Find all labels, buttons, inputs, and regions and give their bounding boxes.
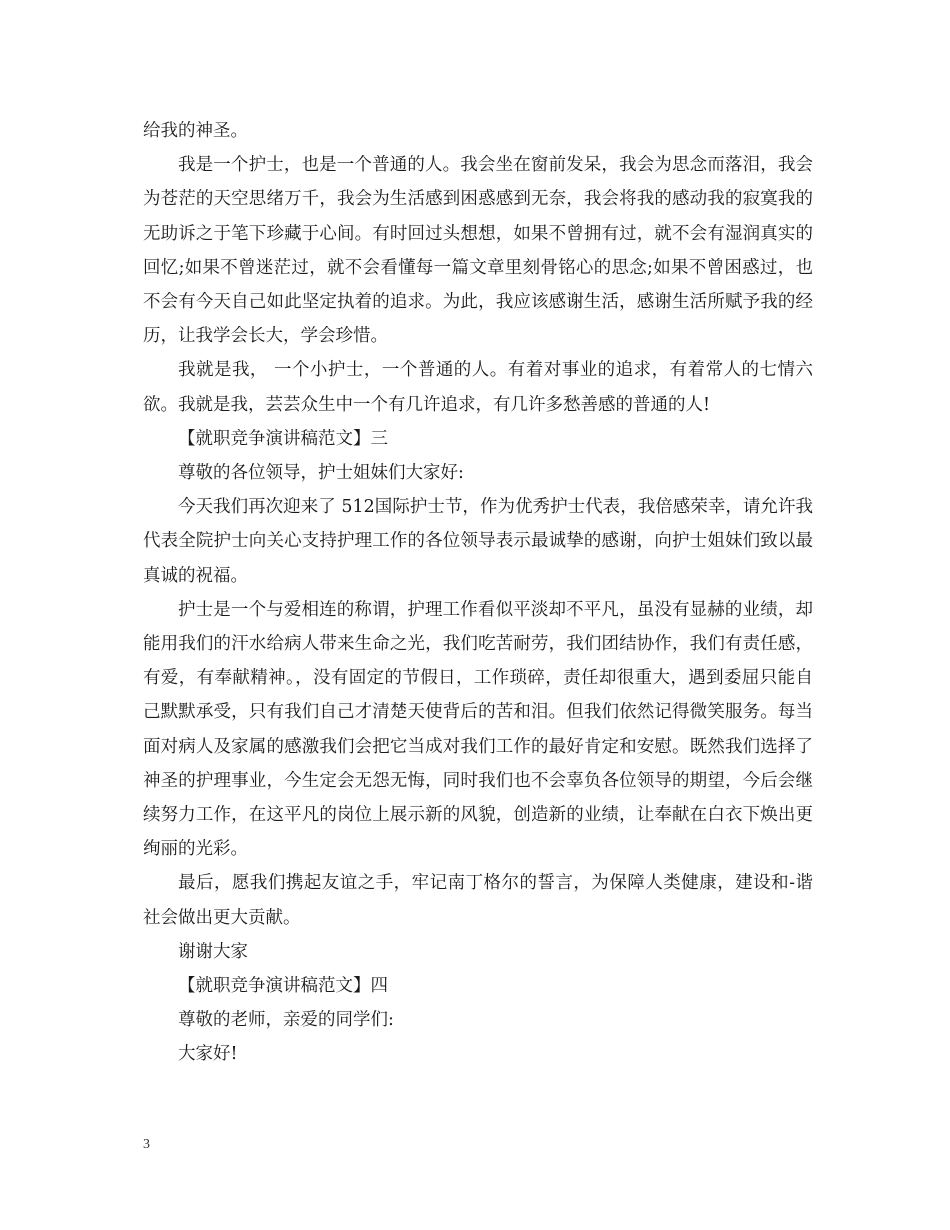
greeting: 大家好! [178,1044,238,1065]
section-heading: 【就职竞争演讲稿范文】三 [178,428,388,449]
salutation: 尊敬的老师，亲爱的同学们: [178,1010,394,1031]
salutation: 尊敬的各位领导，护士姐妹们大家好: [178,463,464,484]
paragraph: 今天我们再次迎来了 512国际护士节，作为优秀护士代表，我倍感荣幸，请允许我代表全院护士向关心支持护理工作的各位领导表示最诚挚的感谢，向护士姐妹们致以最真诚的祝福。 [143,497,813,586]
section-heading: 【就职竞争演讲稿范文】四 [178,976,388,997]
document-body [143,114,813,1072]
paragraph: 护士是一个与爱相连的称谓，护理工作看似平淡却不平凡，虽没有显赫的业绩，却能用我们的汗水给病人带来生命之光，我们吃苦耐劳，我们团结协作，我们有责任感，有爱，有奉献精神。，没有固定的节假日，工作琐碎，责任却很重大，遇到委屈只能自己默默承受，只有我们自己才清楚天使背后的苦和泪。但我们依然记得微笑服务。每当面对病人及家属的感激我们会把它当成对我们工作的最好肯定和安慰。既然我们选择了神圣的护理事业，今生定会无怨无悔，同时我们也不会辜负各位领导的期望，今后会继续努力工作，在这平凡的岗位上展示新的风貌，创造新的业绩，让奉献在白衣下焕出更绚丽的光彩。 [143,599,813,860]
paragraph-continuation: 给我的神圣。 [143,121,248,141]
paragraph: 最后，愿我们携起友谊之手，牢记南丁格尔的誓言，为保障人类健康，建设和-谐社会做出更大贡献。 [143,873,813,928]
closing-line: 谢谢大家 [178,941,248,962]
paragraph: 我就是我， 一个小护士，一个普通的人。有着对事业的追求，有着常人的七情六欲。我就是我，芸芸众生中一个有几许追求，有几许多愁善感的普通的人! [143,360,813,415]
page-number: 3 [143,1137,150,1152]
paragraph: 我是一个护士，也是一个普通的人。我会坐在窗前发呆，我会为思念而落泪，我会为苍茫的天空思绪万千，我会为生活感到困惑感到无奈，我会将我的感动我的寂寞我的无助诉之于笔下珍藏于心间。有时回过头想想，如果不曾拥有过，就不会有湿润真实的回忆;如果不曾迷茫过，就不会看懂每一篇文章里刻骨铭心的思念;如果不曾困惑过，也不会有今天自己如此坚定执着的追求。为此，我应该感谢生活，感谢生活所赋予我的经历，让我学会长大，学会珍惜。 [143,155,813,347]
